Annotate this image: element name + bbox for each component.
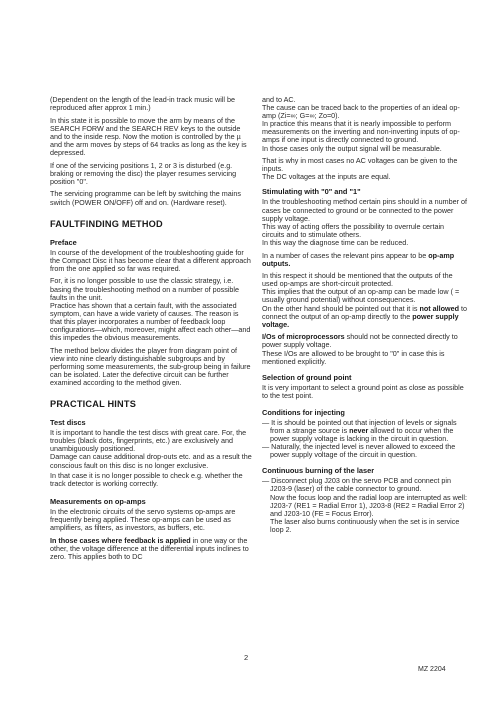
paragraph: The cause can be traced back to the properties of an ideal op-amp (Zi=∞; G=∞; Zo=0). bbox=[262, 103, 460, 121]
list-item: — Disconnect plug J203 on the servo PCB and connect pin J203-9 (laser) of the cable connector to ground. bbox=[262, 476, 451, 494]
paragraph: In practice this means that it is nearly impossible to perform measurements on the inverting and non-inverting inputs of op-amps if one input is directly connected to ground. bbox=[262, 119, 460, 145]
text: to connect the output of an op-amp directly to the bbox=[262, 303, 467, 321]
paragraph: That is why in most cases no AC voltages can be given to the inputs. bbox=[262, 156, 458, 174]
paragraph bbox=[50, 537, 252, 561]
paragraph: It is very important to select a ground point as close as possible to the test point. bbox=[262, 382, 464, 400]
right-column bbox=[262, 96, 468, 539]
bold-text: power supply voltage. bbox=[262, 311, 459, 329]
paragraph: Practice has shown that a certain fault, with the associated symptom, can have a wide variety of causes. The reason is that this player incorporates a number of feedback loop configurations—which, moreover, might affect each other—and this impedes the obvious measurements. bbox=[50, 300, 251, 343]
paragraph: J203-7 (RE1 = Radial Error 1), J203-8 (RE2 = Radial Error 2) and J203-10 (FE = Focus Error). bbox=[270, 500, 465, 518]
paragraph: If one of the servicing positions 1, 2 or 3 is disturbed (e.g. braking or removing the disc) the player resumes servicing position "0". bbox=[50, 160, 237, 186]
left-column bbox=[50, 96, 252, 565]
subheading-preface: Preface bbox=[50, 237, 77, 247]
bold-text: In those cases where feedback is applied bbox=[50, 535, 191, 545]
paragraph: In that case it is no longer possible to check e.g. whether the track detector is working correctly. bbox=[50, 470, 243, 488]
subheading-injecting: Conditions for injecting bbox=[262, 407, 345, 417]
subheading-op-amps: Measurements on op-amps bbox=[50, 496, 146, 506]
section-heading-faultfinding: FAULTFINDING METHOD bbox=[50, 218, 163, 229]
paragraph: In this way the diagnose time can be reduced. bbox=[262, 237, 409, 247]
paragraph: For, it is no longer possible to use the classic strategy, i.e. basing the troubleshooting method on a number of possible faults in the unit. bbox=[50, 276, 239, 302]
paragraph: Now the focus loop and the radial loop are interrupted as well: bbox=[270, 492, 467, 502]
bold-text: never bbox=[349, 426, 369, 435]
text: In a number of cases the relevant pins appear to be bbox=[262, 250, 429, 260]
subheading-test-discs: Test discs bbox=[50, 418, 86, 428]
paragraph: It is important to handle the test discs with great care. For, the troubles (black dots, fingerprints, etc.) are exclusively and unambiguously positioned. bbox=[50, 428, 247, 454]
bold-text: not allowed bbox=[419, 303, 459, 313]
paragraph: Damage can cause additional drop-outs etc. and as a result the conscious fault on this disc is no longer exclusive. bbox=[50, 452, 252, 470]
section-heading-practical-hints: PRACTICAL HINTS bbox=[50, 399, 137, 410]
paragraph: In course of the development of the troubleshooting guide for the Compact Disc it has become clear that a different approach from the one applied so far was required. bbox=[50, 247, 251, 273]
paragraph: In the troubleshooting method certain pins should in a number of cases be connected to ground or be connected to the power supply voltage. bbox=[262, 197, 467, 223]
paragraph: (Dependent on the length of the lead-in track music will be reproduced after approx 1 min.) bbox=[50, 95, 235, 113]
paragraph: The method below divides the player from diagram point of view into nine clearly distinguishable subgroups and by performing some measurements, the sub-group being in failure can be isolated. Later the defective circuit can be further examined according to the method given. bbox=[50, 345, 251, 388]
paragraph bbox=[262, 333, 468, 349]
subheading-laser: Continuous burning of the laser bbox=[262, 466, 375, 476]
paragraph: These I/Os are allowed to be brought to "0" in case this is mentioned explicitly. bbox=[262, 348, 445, 366]
paragraph: In those cases only the output signal will be measurable. bbox=[262, 143, 442, 153]
text: should not be connected directly to power supply voltage. bbox=[262, 332, 458, 350]
paragraph: In this state it is possible to move the arm by means of the SEARCH FORW and the SEARCH REV keys to the outside and to the inside resp. Now the motion is controlled by the µ and the arm moves by steps of 64 tracks as long as the key is depressed. bbox=[50, 115, 247, 158]
document-code: MZ 2204 bbox=[418, 666, 446, 673]
paragraph bbox=[262, 252, 468, 268]
bold-text: op-amp outputs. bbox=[262, 250, 455, 268]
paragraph: In the electronic circuits of the servo systems op-amps are frequently being applied. These op-amps can be used as amplifiers, as filters, as investors, as buffers, etc. bbox=[50, 506, 236, 532]
text: allowed to occur when the power supply voltage is lacking in the circuit in question. bbox=[270, 426, 454, 444]
page-number: 2 bbox=[244, 653, 249, 662]
list-item bbox=[262, 419, 468, 443]
paragraph: This implies that the output of an op-amp can be made low ( = usually ground potential) without consequences. bbox=[262, 287, 460, 305]
text: — It is should be pointed out that injection of levels or signals from a strange source is bbox=[262, 417, 457, 435]
text: On the other hand should be pointed out that it is bbox=[262, 303, 420, 313]
subheading-stimulating: Stimulating with "0" and "1" bbox=[262, 187, 361, 197]
paragraph: The laser also burns continuously when the set is in service loop 2. bbox=[270, 516, 460, 534]
paragraph bbox=[262, 305, 468, 329]
text: in one way or the other, the voltage difference at the differential inputs inclines to zero. This applies both to DC bbox=[50, 535, 249, 561]
paragraph: In this respect it should be mentioned that the outputs of the used op-amps are short-circuit protected. bbox=[262, 271, 453, 289]
list-item: — Naturally, the injected level is never allowed to exceed the power supply voltage of the circuit in question. bbox=[262, 442, 456, 460]
subheading-ground-point: Selection of ground point bbox=[262, 372, 352, 382]
paragraph: The servicing programme can be left by switching the mains switch (POWER ON/OFF) off and on. (Hardware reset). bbox=[50, 189, 241, 207]
bold-text: I/Os of microprocessors bbox=[262, 332, 345, 342]
paragraph: and to AC. bbox=[262, 95, 296, 104]
paragraph: The DC voltages at the inputs are equal. bbox=[262, 172, 391, 182]
paragraph: This way of acting offers the possibility to overrule certain circuits and to stimulate others. bbox=[262, 221, 445, 239]
